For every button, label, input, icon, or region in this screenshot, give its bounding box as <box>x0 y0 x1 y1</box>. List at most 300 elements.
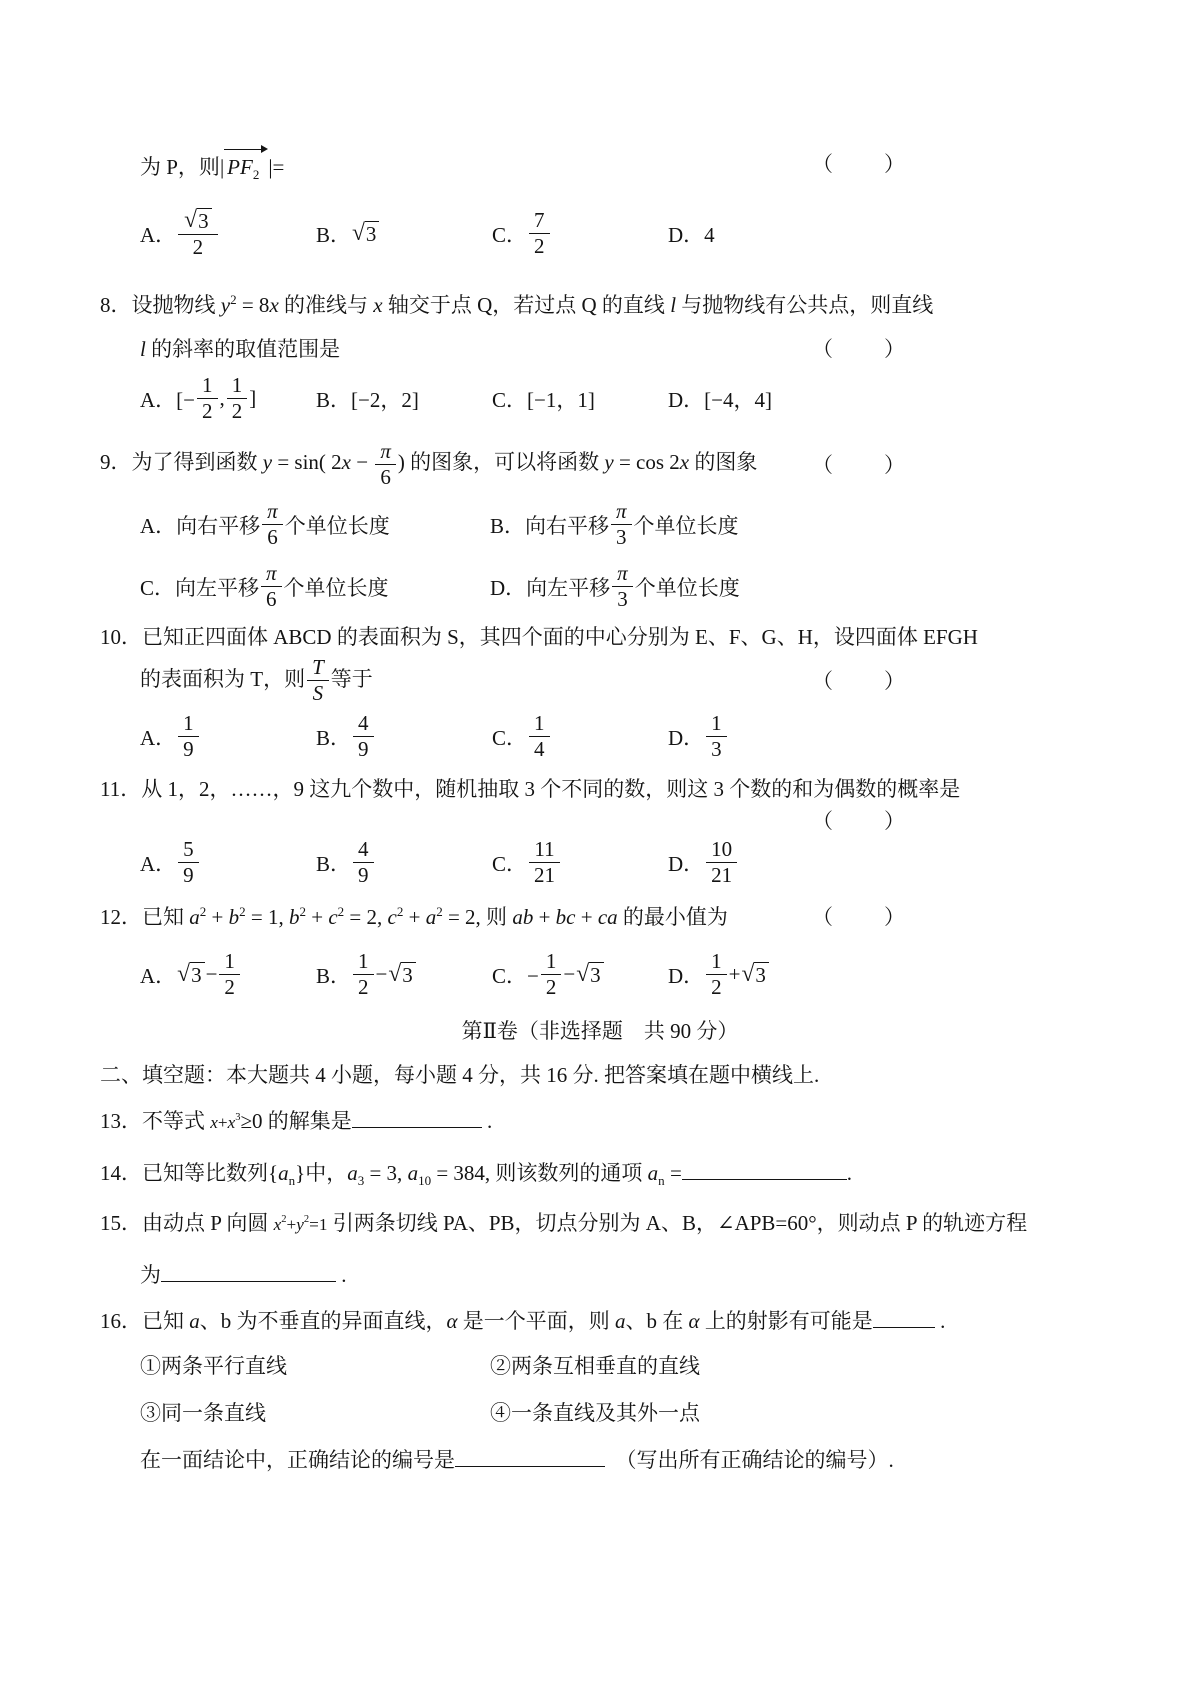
q10-answer-paren: （ ） <box>812 668 908 693</box>
q8-option-c <box>492 384 668 414</box>
text-run: 5 <box>183 836 194 861</box>
q7-options-row <box>100 208 1100 260</box>
fraction <box>353 838 374 888</box>
q8-options-row <box>100 374 1100 424</box>
math-variable: a <box>615 1309 626 1334</box>
q12-option-c <box>492 950 668 1000</box>
text-run: D．4 <box>668 222 715 247</box>
text-run: 引两条切线 PA、PB，切点分别为 A、B，∠APB=60°，则动点 P 的轨迹方程 <box>327 1210 1028 1235</box>
fraction-numerator <box>197 374 218 400</box>
q9-options-row-1 <box>100 500 1100 550</box>
fraction-numerator <box>529 838 559 864</box>
text-run: C． <box>492 725 528 750</box>
q9-stem-text <box>100 438 758 490</box>
fraction-denominator <box>262 525 283 550</box>
text-run: 是一个平面，则 <box>457 1309 616 1334</box>
fraction-numerator <box>611 500 632 526</box>
text-run: | <box>219 155 225 179</box>
math-variable: y <box>604 450 614 475</box>
section2-title-text: 第Ⅱ卷（非选择题 共 90 分） <box>461 1018 739 1043</box>
q9-stem-line <box>100 440 1100 490</box>
text-run: 6 <box>266 587 277 612</box>
text-run: 6 <box>267 525 278 550</box>
q11-option-d <box>668 838 844 888</box>
text-run: = 1, <box>245 904 289 929</box>
text-run: 8．设抛物线 <box>100 292 221 317</box>
q14-line <box>100 1158 1100 1188</box>
q15-text1 <box>100 1211 1027 1235</box>
text-run: 2 <box>358 975 369 1000</box>
superscript: 2 <box>239 903 246 919</box>
fraction-denominator <box>706 863 737 888</box>
q11-option-b <box>316 838 492 888</box>
text-run: . <box>481 1108 493 1133</box>
text-run: + <box>533 904 556 929</box>
text-run: B． <box>316 963 352 988</box>
fraction <box>611 500 632 550</box>
text-run: A． <box>140 851 177 876</box>
q11-option-a <box>140 838 316 888</box>
q7-stem-continuation <box>100 146 1100 182</box>
fraction-numerator <box>612 562 633 588</box>
text-run: 9 <box>183 737 194 762</box>
text-run: 10．已知正四面体 ABCD 的表面积为 S，其四个面的中心分别为 E、F、G、H，设四面体 EFGH <box>100 624 978 649</box>
fraction-denominator <box>611 525 632 550</box>
text-run: ) 的图象，可以将函数 <box>397 450 605 475</box>
text-run: = 3, <box>364 1160 408 1185</box>
q7-option-a <box>140 208 316 260</box>
text-run: 的图象 <box>689 450 758 475</box>
text-run: ④一条直线及其外一点 <box>490 1401 700 1426</box>
q9-option-b <box>490 500 840 550</box>
vector-overline-arrow <box>224 146 268 182</box>
section2-title <box>100 1016 1100 1046</box>
radical-sign-icon: √ <box>177 961 191 988</box>
text-run: + <box>286 1214 297 1234</box>
fraction <box>261 562 282 612</box>
q13-line <box>100 1106 1100 1138</box>
text-run: 1 <box>711 948 722 973</box>
math-variable: a <box>647 1160 659 1185</box>
text-run: 21 <box>711 863 733 888</box>
math-variable: x <box>341 450 351 475</box>
q11-stem-line <box>100 774 1100 804</box>
radical-sign-icon: √ <box>576 961 590 988</box>
subscript: n <box>658 1173 665 1189</box>
text-run: + <box>305 904 329 929</box>
text-run: C．[−1，1] <box>492 387 595 412</box>
radicand: 3 <box>197 208 212 233</box>
q10-stem-line1 <box>100 622 1100 652</box>
fraction-denominator <box>178 737 199 762</box>
fraction <box>529 209 550 259</box>
square-root <box>742 962 769 987</box>
fraction-denominator <box>612 587 633 612</box>
text-run: 与抛物线有公共点，则直线 <box>676 292 934 317</box>
blank-answer-line <box>682 1158 847 1180</box>
math-variable: x <box>373 292 383 317</box>
section2-instructions <box>100 1060 1100 1090</box>
text-run: A． <box>140 963 177 988</box>
fraction-denominator <box>353 737 374 762</box>
math-variable: S <box>312 681 324 706</box>
q8-stem-text1 <box>100 293 933 317</box>
q10-option-c <box>492 712 668 762</box>
math-variable: x <box>679 450 690 475</box>
text-run: , <box>219 386 225 411</box>
square-root <box>576 962 603 987</box>
math-variable: a <box>347 1160 358 1185</box>
q8-option-a <box>140 374 316 424</box>
q9-option-c <box>140 562 490 612</box>
fraction-denominator <box>261 587 282 612</box>
fraction <box>706 950 727 1000</box>
math-variable: a <box>278 1160 289 1185</box>
text-run: D． <box>668 963 705 988</box>
text-run: = 2, 则 <box>442 904 513 929</box>
q12-stem-text <box>100 905 728 929</box>
text-run: 15．由动点 P 向圆 <box>100 1210 274 1235</box>
q8-answer-paren: （ ） <box>812 336 908 361</box>
math-variable: a <box>425 904 437 929</box>
fraction <box>612 562 633 612</box>
text-run: 的斜率的取值范围是 <box>145 336 341 361</box>
q12-options-row <box>100 950 1100 1000</box>
fraction <box>375 440 396 490</box>
radicand: 3 <box>589 962 604 987</box>
square-root <box>184 208 211 233</box>
q9-option-a <box>140 500 490 550</box>
blank-answer-line <box>455 1445 605 1467</box>
fraction-denominator <box>353 975 374 1000</box>
fraction-numerator <box>178 838 199 864</box>
q16-text1 <box>100 1309 945 1333</box>
fraction-denominator <box>541 975 562 1000</box>
math-variable: x <box>269 292 279 317</box>
superscript: 2 <box>396 903 404 919</box>
fraction-numerator <box>541 950 562 976</box>
radical-sign-icon: √ <box>741 961 755 988</box>
fraction <box>178 208 217 260</box>
fraction-numerator <box>178 712 199 738</box>
text-run: + <box>728 962 741 987</box>
text-run: 1 <box>358 948 369 973</box>
text-run: A．向右平移 <box>140 513 261 538</box>
q10-stem-text1 <box>100 625 978 649</box>
fraction-denominator <box>227 399 248 424</box>
q9-answer-paren: （ ） <box>812 452 908 477</box>
fraction-numerator <box>227 374 248 400</box>
fraction-numerator <box>529 712 550 738</box>
text-run: 9 <box>358 863 369 888</box>
text-run: C． <box>492 851 528 876</box>
q16-conclusion-line <box>100 1445 1100 1475</box>
subscript: n <box>288 1173 296 1189</box>
q10-stem-text2 <box>140 654 373 706</box>
q11-option-c <box>492 838 668 888</box>
math-variable: c <box>328 904 338 929</box>
radicand: 3 <box>401 962 416 987</box>
q7-option-b <box>316 219 492 249</box>
fraction-numerator <box>353 950 374 976</box>
text-run: D．[−4，4] <box>668 387 772 412</box>
q16-conclusion-text <box>140 1448 894 1472</box>
text-run: 个单位长度 <box>284 513 390 538</box>
text-run: 个单位长度 <box>283 575 389 600</box>
radicand: 3 <box>190 962 205 987</box>
q10-option-a <box>140 712 316 762</box>
text-run: 2 <box>231 399 243 424</box>
text-run: 2 <box>202 399 213 424</box>
fraction-denominator <box>353 863 374 888</box>
q7-option-c <box>492 209 668 259</box>
subscript: 10 <box>418 1173 432 1189</box>
q11-options-row <box>100 838 1100 888</box>
text-run: 为 <box>140 1263 161 1287</box>
fraction <box>197 374 218 424</box>
text-run: 1 <box>202 372 213 397</box>
text-run: C． <box>492 222 528 247</box>
section2-instructions-text: 二、填空题：本大题共 4 小题，每小题 4 分，共 16 分. 把答案填在题中横线上. <box>100 1062 820 1087</box>
text-run: 2 <box>224 975 235 1000</box>
text-run: ] <box>249 386 257 411</box>
text-run: = cos 2 <box>613 450 680 475</box>
q11-answer-paren: （ ） <box>812 808 908 833</box>
text-run: 轴交于点 Q，若过点 Q 的直线 <box>382 292 671 317</box>
text-run: 9 <box>358 737 369 762</box>
q16-item-4 <box>490 1397 840 1427</box>
text-run: 10 <box>711 836 733 861</box>
q15-line2 <box>100 1260 1100 1290</box>
text-run: . <box>846 1160 853 1185</box>
q11-answer-paren-line <box>100 806 1100 836</box>
fraction-denominator <box>529 234 550 259</box>
fraction-denominator <box>529 737 550 762</box>
text-run: 14．已知等比数列{ <box>100 1160 279 1185</box>
superscript: 3 <box>235 1111 241 1123</box>
fraction-numerator <box>307 656 329 682</box>
q11-stem-text <box>100 777 960 801</box>
math-variable: x <box>273 1214 282 1234</box>
q7-option-d <box>668 219 844 249</box>
text-run: 上的射影有可能是 <box>699 1309 873 1334</box>
text-run: 1 <box>534 710 545 735</box>
text-run: 3 <box>711 737 722 762</box>
text-run: 等于 <box>330 666 373 691</box>
q12-answer-paren: （ ） <box>812 904 908 929</box>
text-run: 2 <box>192 235 204 260</box>
fraction-numerator <box>353 712 374 738</box>
text-run: . <box>934 1309 946 1334</box>
text-run: 9．为了得到函数 <box>100 450 263 475</box>
text-run: D． <box>668 851 705 876</box>
q13-text <box>100 1109 492 1133</box>
text-run: D．向左平移 <box>490 575 611 600</box>
q12-option-a <box>140 950 316 1000</box>
text-run: − <box>205 962 218 987</box>
text-run: 个单位长度 <box>634 575 740 600</box>
text-run: = 8 <box>236 292 270 317</box>
text-run: = <box>664 1160 682 1185</box>
math-variable: b <box>228 904 240 929</box>
text-run: 7 <box>534 207 545 232</box>
math-variable: x <box>227 1112 236 1132</box>
text-run: 、b 为不垂直的异面直线， <box>199 1309 447 1334</box>
q12-option-b <box>316 950 492 1000</box>
text-run: − <box>375 962 388 987</box>
fraction-denominator <box>706 737 727 762</box>
square-root <box>388 962 415 987</box>
text-run: =1 <box>309 1214 328 1234</box>
q10-stem-line2 <box>100 656 1100 706</box>
text-run: − <box>351 450 374 475</box>
superscript: 2 <box>303 1213 310 1225</box>
text-run: + <box>206 904 229 929</box>
text-run: 的最小值为 <box>617 904 728 929</box>
text-run: B．向右平移 <box>490 513 610 538</box>
math-variable: π <box>617 560 628 585</box>
math-variable: T <box>312 654 324 679</box>
radicand: 3 <box>754 962 769 987</box>
text-run: ①两条平行直线 <box>140 1354 287 1379</box>
text-run: D． <box>668 725 705 750</box>
text-run: 1 <box>183 710 194 735</box>
text-run: 1 <box>545 948 557 973</box>
fraction-numerator <box>706 950 727 976</box>
math-variable: π <box>616 498 627 523</box>
text-run: B． <box>316 725 352 750</box>
q16-line1 <box>100 1306 1100 1336</box>
fraction-denominator <box>188 235 209 260</box>
fraction <box>219 950 240 1000</box>
text-run: A．[− <box>140 387 196 412</box>
math-variable: π <box>266 560 277 585</box>
text-run: + <box>217 1112 228 1132</box>
text-run: B． <box>316 222 352 247</box>
text-run: 2 <box>545 975 557 1000</box>
text-run: 1 <box>231 372 243 397</box>
text-run: C．向左平移 <box>140 575 260 600</box>
math-variable: l <box>670 292 677 317</box>
text-run: C．− <box>492 963 539 988</box>
blank-answer-line <box>161 1260 336 1282</box>
text-run: 、b 在 <box>625 1309 689 1334</box>
text-run: ③同一条直线 <box>140 1401 266 1426</box>
text-run: 个单位长度 <box>633 513 739 538</box>
fraction-denominator <box>178 863 199 888</box>
text-run: ≥0 的解集是 <box>240 1108 352 1133</box>
fraction-denominator <box>197 399 218 424</box>
text-run: + <box>575 904 598 929</box>
text-run: ②两条互相垂直的直线 <box>490 1354 700 1379</box>
q8-option-b <box>316 384 492 414</box>
q7-stem-text <box>140 155 285 183</box>
q14-text <box>100 1160 853 1189</box>
math-variable: y <box>296 1214 304 1234</box>
q8-stem-text2 <box>140 337 340 361</box>
text-run: 12．已知 <box>100 904 190 929</box>
math-variable: a <box>189 904 200 929</box>
superscript: 2 <box>337 903 345 919</box>
text-run: 的表面积为 T，则 <box>140 666 306 691</box>
text-run: 1 <box>711 710 722 735</box>
text-run: 11 <box>534 836 555 861</box>
q16-item-1 <box>140 1350 490 1380</box>
text-run: 3 <box>616 525 627 550</box>
fraction <box>706 712 727 762</box>
fraction <box>529 712 550 762</box>
math-variable: x <box>210 1112 218 1132</box>
subscript: 3 <box>357 1173 365 1189</box>
fraction <box>529 838 560 888</box>
text-run: （写出所有正确结论的编号）. <box>605 1448 894 1473</box>
text-run: 9 <box>183 863 194 888</box>
q8-stem-line2 <box>100 334 1100 364</box>
text-run: 1 <box>224 948 235 973</box>
fraction <box>178 712 199 762</box>
fraction-numerator <box>219 950 240 976</box>
fraction-denominator <box>219 975 240 1000</box>
fraction <box>227 374 248 424</box>
math-variable: a <box>189 1309 200 1334</box>
q8-option-d <box>668 384 844 414</box>
fraction-numerator <box>706 712 727 738</box>
q12-stem-line <box>100 902 1100 932</box>
fraction <box>706 838 737 888</box>
q10-option-d <box>668 712 844 762</box>
math-variable: bc <box>555 904 576 929</box>
radical-sign-icon: √ <box>184 207 198 233</box>
math-variable: l <box>140 336 146 361</box>
text-run: 3 <box>617 587 628 612</box>
fraction-numerator <box>261 562 282 588</box>
text-run: 2 <box>711 975 722 1000</box>
text-run: 16．已知 <box>100 1309 190 1334</box>
q16-item-2 <box>490 1350 840 1380</box>
text-run: B．[−2，2] <box>316 387 419 412</box>
fraction-numerator <box>529 209 550 235</box>
text-run: 4 <box>534 737 545 762</box>
fraction <box>262 500 283 550</box>
fraction-denominator <box>529 863 560 888</box>
fraction-numerator <box>178 208 217 235</box>
q8-stem-line1 <box>100 290 1100 320</box>
text-run: 11．从 1，2，……，9 这九个数中，随机抽取 3 个不同的数，则这 3 个数的和为偶数的概率是 <box>100 776 961 801</box>
square-root <box>177 962 204 987</box>
fraction-denominator <box>375 465 396 490</box>
text-run: + <box>403 904 426 929</box>
math-variable: π <box>380 438 391 463</box>
q16-items-row-1 <box>100 1350 1100 1380</box>
text-run: |= <box>268 155 285 179</box>
q10-option-b <box>316 712 492 762</box>
q15-line1 <box>100 1208 1100 1240</box>
subscript: 2 <box>252 167 260 183</box>
text-run: A． <box>140 222 177 247</box>
text-run: 的准线与 <box>278 292 374 317</box>
radical-sign-icon: √ <box>388 961 402 988</box>
text-run: 4 <box>358 710 369 735</box>
text-run: }中， <box>295 1160 348 1185</box>
q7-answer-paren: （ ） <box>812 152 908 176</box>
text-run: B． <box>316 851 352 876</box>
text-run: 13．不等式 <box>100 1108 211 1133</box>
math-variable: α <box>446 1309 458 1334</box>
text-run: A． <box>140 725 177 750</box>
math-variable: a <box>407 1160 419 1185</box>
blank-answer-line <box>352 1106 482 1128</box>
fraction <box>178 838 199 888</box>
